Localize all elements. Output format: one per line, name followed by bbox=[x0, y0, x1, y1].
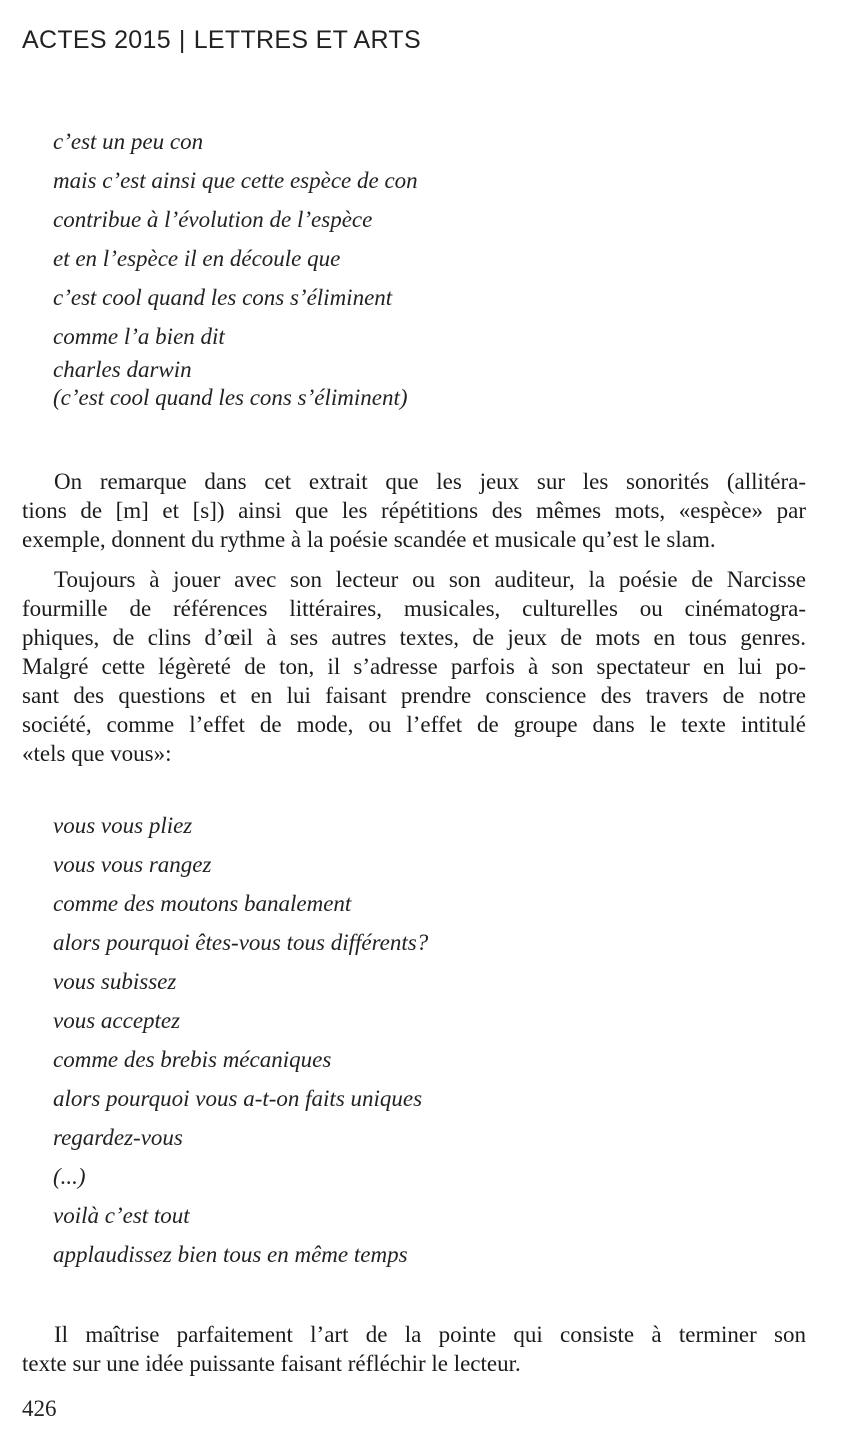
paragraph-line: texte sur une idée puissante faisant réfléchir le lecteur. bbox=[22, 1351, 521, 1376]
verse-line: alors pourquoi êtes-vous tous différents? bbox=[53, 930, 429, 955]
verse-line: alors pourquoi vous a-t-on faits uniques bbox=[53, 1086, 423, 1111]
paragraph-line: phiques, de clins d’œil à ses autres textes, de jeux de mots en tous genres. bbox=[22, 625, 806, 650]
page-number: 426 bbox=[22, 1396, 57, 1421]
verse-line: comme l’a bien dit bbox=[53, 324, 225, 349]
header-journal-title: ACTES 2015 bbox=[22, 26, 171, 54]
paragraph-references bbox=[22, 565, 806, 768]
paragraph-line: Toujours à jouer avec son lecteur ou son auditeur, la poésie de Narcisse bbox=[54, 567, 806, 592]
poem-excerpt-darwin bbox=[53, 122, 418, 412]
verse-line: vous subissez bbox=[53, 969, 177, 994]
header-section-title: LETTRES ET ARTS bbox=[193, 26, 421, 54]
verse-line: applaudissez bien tous en même temps bbox=[53, 1242, 408, 1267]
verse-line: vous acceptez bbox=[53, 1008, 181, 1033]
running-header bbox=[22, 26, 421, 55]
verse-line: et en l’espèce il en découle que bbox=[53, 246, 341, 271]
paragraph-sonorities bbox=[22, 467, 806, 554]
paragraph-line: société, comme l’effet de mode, ou l’effet de groupe dans le texte intitulé bbox=[22, 712, 806, 737]
verse-line: (c’est cool quand les cons s’éliminent) bbox=[53, 385, 408, 410]
verse-line: comme des moutons banalement bbox=[53, 891, 352, 916]
poem-excerpt-tels-que-vous bbox=[53, 806, 428, 1274]
verse-line: contribue à l’évolution de l’espèce bbox=[53, 207, 373, 232]
verse-line: comme des brebis mécaniques bbox=[53, 1047, 332, 1072]
paragraph-line: tions de [m] et [s]) ainsi que les répétitions des mêmes mots, «espèce» par bbox=[22, 498, 806, 523]
verse-line: (...) bbox=[53, 1164, 86, 1189]
verse-line: charles darwin bbox=[53, 357, 192, 382]
paragraph-line: Malgré cette légèreté de ton, il s’adresse parfois à son spectateur en lui po- bbox=[22, 654, 806, 679]
paragraph-line: fourmille de références littéraires, musicales, culturelles ou cinématogra- bbox=[22, 596, 806, 621]
paragraph-line: Il maîtrise parfaitement l’art de la pointe qui consiste à terminer son bbox=[54, 1322, 806, 1347]
verse-line: vous vous rangez bbox=[53, 852, 212, 877]
verse-line: c’est un peu con bbox=[53, 129, 204, 154]
paragraph-line: On remarque dans cet extrait que les jeux sur les sonorités (allitéra- bbox=[54, 469, 806, 494]
paragraph-line: exemple, donnent du rythme à la poésie scandée et musicale qu’est le slam. bbox=[22, 527, 716, 552]
verse-line: c’est cool quand les cons s’éliminent bbox=[53, 285, 393, 310]
paragraph-line: «tels que vous»: bbox=[22, 741, 172, 766]
verse-line: voilà c’est tout bbox=[53, 1203, 190, 1228]
verse-line: mais c’est ainsi que cette espèce de con bbox=[53, 168, 418, 193]
paragraph-pointe bbox=[22, 1320, 806, 1378]
verse-line: regardez-vous bbox=[53, 1125, 183, 1150]
verse-line: vous vous pliez bbox=[53, 813, 193, 838]
paragraph-line: sant des questions et en lui faisant prendre conscience des travers de notre bbox=[22, 683, 806, 708]
header-separator: | bbox=[178, 26, 186, 54]
